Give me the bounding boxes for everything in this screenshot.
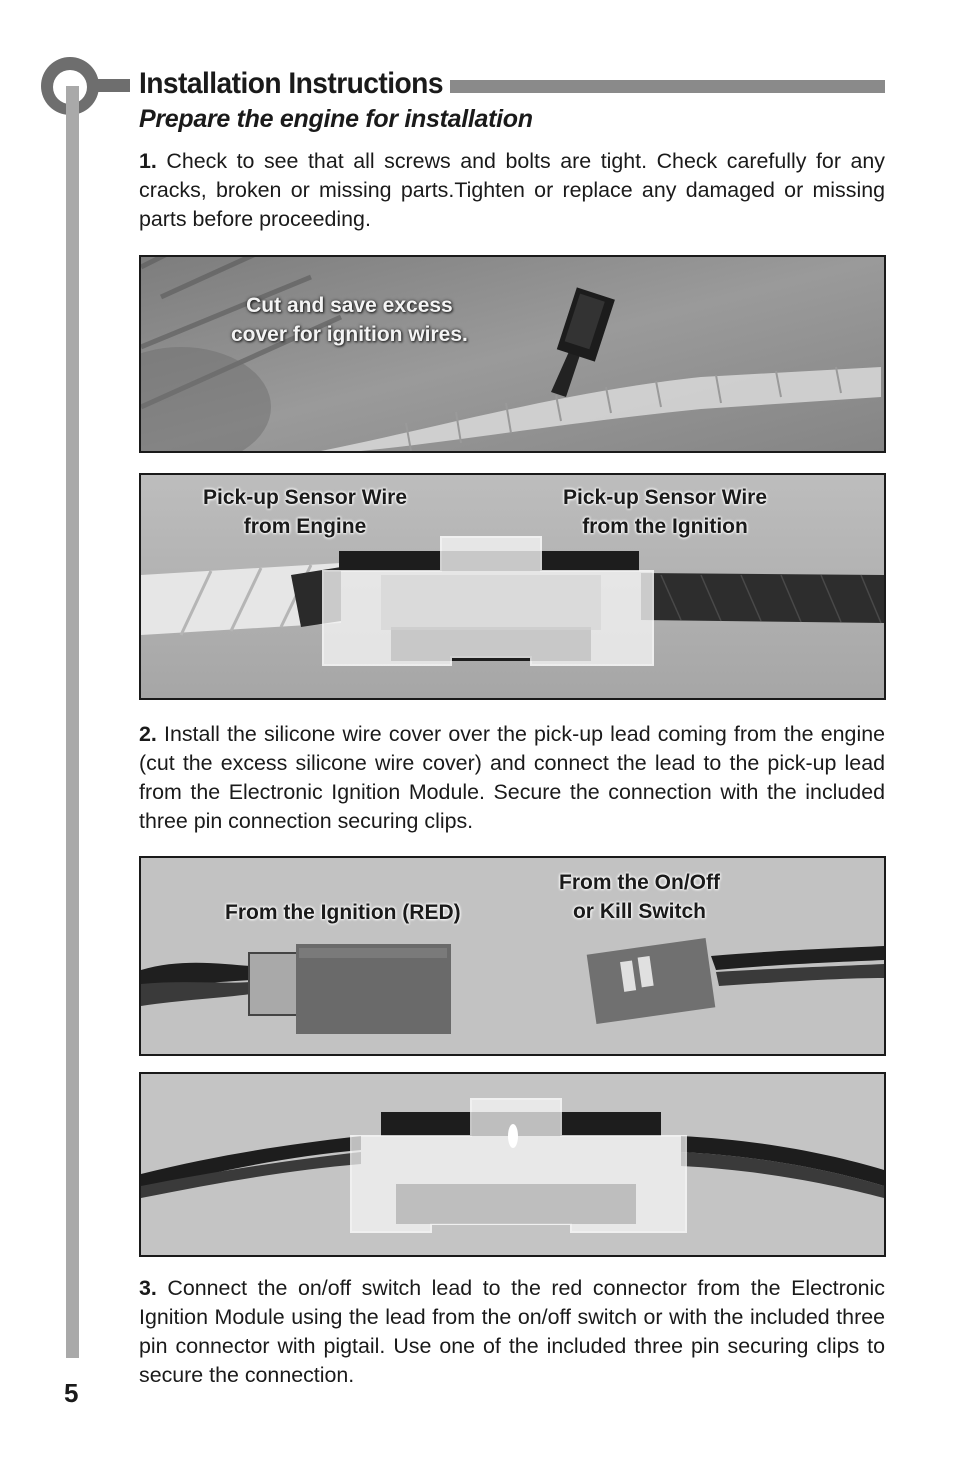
margin-hook-stem	[66, 86, 79, 116]
step-1-paragraph	[139, 147, 885, 234]
step-2-number: 2.	[139, 722, 157, 746]
photo-secured-connection-clip	[139, 1072, 886, 1257]
section-subtitle: Prepare the engine for installation	[139, 105, 533, 133]
step-3-paragraph	[139, 1274, 885, 1390]
page-number: 5	[64, 1378, 79, 1408]
margin-hook-tab	[96, 79, 130, 92]
photo-3-caption-right: From the On/Off or Kill Switch	[559, 871, 720, 923]
photo-1-caption: Cut and save excess cover for ignition wires.	[231, 294, 468, 346]
photo-3-caption-left: From the Ignition (RED)	[225, 901, 461, 924]
step-1-number: 1.	[139, 149, 157, 173]
title-row	[139, 64, 885, 104]
photo-2-caption-right: Pick-up Sensor Wire from the Ignition	[563, 486, 768, 538]
step-3-text: Connect the on/off switch lead to the red connector from the Electronic Ignition Module using the lead from the on/off switch or with the included three pin connector with pigtail. Use one of the included three pin securing clips to secure the connection.	[139, 1276, 885, 1387]
photo-ignition-wire-cover	[139, 255, 886, 453]
photo-red-connector-and-switch	[139, 856, 886, 1056]
page-title: Installation Instructions	[139, 67, 443, 100]
step-2-paragraph	[139, 720, 885, 836]
title-rule	[450, 80, 885, 93]
photo-2-caption-left: Pick-up Sensor Wire from Engine	[203, 486, 408, 538]
step-1-text: Check to see that all screws and bolts are tight. Check carefully for any cracks, broken or missing parts.Tighten or replace any damaged or missing parts before proceeding.	[139, 149, 885, 231]
margin-bar	[66, 96, 79, 1358]
step-3-number: 3.	[139, 1276, 157, 1300]
photo-pickup-sensor-connection	[139, 473, 886, 700]
step-2-text: Install the silicone wire cover over the pick-up lead coming from the engine (cut the excess silicone wire cover) and connect the lead to the pick-up lead from the Electronic Ignition Module. Secure the connection with the included three pin connection securing clips.	[139, 722, 885, 833]
